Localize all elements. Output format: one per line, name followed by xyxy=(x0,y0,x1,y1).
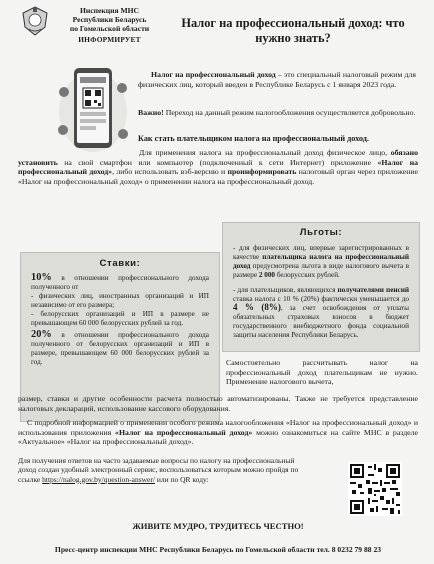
self-calc-paragraph: Самостоятельно рассчитывать налог на профессиональный доход плательщикам не нужно. Применение налогового вычета, xyxy=(226,358,418,387)
important-note xyxy=(138,108,416,118)
how-heading: Как стать плательщиком налога на профессиональный доход. xyxy=(138,134,369,143)
page-title: Налог на профессиональный доход: что нужно знать? xyxy=(181,16,405,45)
how-text-b: обязано установить xyxy=(18,148,418,167)
rate-10-text: в отношении профессионального дохода полученного от xyxy=(31,274,209,291)
org-line-2: Республики Беларусь xyxy=(72,15,147,24)
faq-tail: или по QR коду: xyxy=(154,474,209,484)
benefit-1e: белорусских рублей. xyxy=(275,270,340,279)
org-line-1: Инспекция МНС xyxy=(79,6,140,15)
org-line-3: по Гомельской области xyxy=(69,24,150,33)
emblem-icon xyxy=(20,5,50,37)
important-text: Переход на данный режим налогообложения осуществляется добровольно. xyxy=(163,108,416,117)
rate-10 xyxy=(21,274,219,292)
faq-text: Для получения ответов на часто задаваемые вопросы по налогу на профессиональный доход создан удобный электронный сервис, воспользоваться которым можно пройдя по ссылке xyxy=(18,456,299,484)
benefit-item xyxy=(223,244,419,280)
motto: ЖИВИТЕ МУДРО, ТРУДИТЕСЬ ЧЕСТНО! xyxy=(132,521,304,531)
rate-10-bullet-1: - физических лиц, иностранных организаций и ИП независимо от его размера; xyxy=(31,291,209,309)
benefit-1b: плательщика налога на профессиональный доход xyxy=(233,252,409,270)
benefits-heading: Льготы: xyxy=(299,227,343,238)
intro-term: Налог на профессиональный доход xyxy=(151,70,276,79)
more-text-b: «Налог на профессиональный доход» xyxy=(115,427,253,437)
benefit-2b: получателями пенсий xyxy=(337,285,409,294)
more-text-c: можно ознакомиться на сайте МНС в разделе «Актуальное» «Налог на профессиональный доход». xyxy=(18,427,418,447)
benefit-1d: 2 000 xyxy=(258,270,276,279)
intro-text: – это специальный налоговый режим для физических лиц, который введен в Республике Беларусь с 1 января 2023 года. xyxy=(138,70,416,89)
more-text-a: С подробной информацией о применении особого режима налогообложения «Налог на профессиональный доход» и использования приложения xyxy=(18,418,419,437)
how-text-c: на свой смартфон или компьютер (подключенный к сети Интернет) приложение xyxy=(57,157,378,167)
phone-app-icon xyxy=(56,62,130,157)
how-text-f: проинформировать xyxy=(227,167,297,177)
how-text-g: налоговый орган через приложение «Налог на профессиональный доход» о применении налога на профессиональный доход. xyxy=(18,167,419,186)
faq-link[interactable]: https://nalog.gov.by/question-answer/ xyxy=(42,474,155,484)
more-info-paragraph xyxy=(18,418,418,447)
benefit-1c: предусмотрена льгота в виде налогового вычета в размере xyxy=(233,261,409,279)
faq-paragraph xyxy=(18,456,314,484)
rate-10-value: 10% xyxy=(31,272,52,283)
rate-10-bullet-2: - белорусских организаций и ИП в размере не превышающем 60 000 белорусских рублей за год. xyxy=(31,309,209,327)
how-text-a: Для применения налога на профессиональный доход физическое лицо, xyxy=(139,148,391,157)
benefit-2c: ставка налога с 10 % (20%) фактически уменьшается до xyxy=(233,294,409,303)
important-label: Важно! xyxy=(138,108,164,117)
rate-20-text: в отношении профессионального дохода полученного от белорусских организаций и ИП в размере, превышающем 60 000 белорусских рублей за год. xyxy=(31,331,209,367)
benefit-item xyxy=(223,286,419,340)
benefit-2a: - для плательщиков, являющихся xyxy=(233,285,338,294)
intro-paragraph xyxy=(138,70,416,89)
header-organization xyxy=(62,6,157,44)
rates-heading: Ставки: xyxy=(99,258,141,269)
how-paragraph xyxy=(18,148,418,186)
self-calc-continued: размер, ставки и другие особенности расчета полностью автоматизированы. Также не требуется представление налоговых деклараций, использование кассового оборудования. xyxy=(18,394,418,413)
benefit-1a: - для физических лиц, впервые зарегистрированных в качестве xyxy=(233,244,409,261)
benefit-2e: , за счет освобождения от уплаты обязательных страховых взносов в бюджет государственного внебюджетного фонда социальной защиты населения Республики Беларусь. xyxy=(233,304,409,340)
benefits-box xyxy=(222,222,420,352)
rate-20 xyxy=(21,331,219,367)
benefit-2d: 4 % (8%) xyxy=(233,302,281,313)
how-text-d: «Налог на профессиональный доход» xyxy=(18,157,418,177)
how-text-e: , либо использовать вэб-версию и xyxy=(112,167,228,177)
rate-20-value: 20% xyxy=(31,329,52,341)
footer-contact: Пресс-центр инспекции МНС Республики Беларусь по Гомельской области тел. 8 0232 79 88 23 xyxy=(54,545,382,554)
benefits-list xyxy=(223,244,419,340)
informs-label: ИНФОРМИРУЕТ xyxy=(78,35,141,44)
qr-code-icon[interactable] xyxy=(348,462,402,516)
